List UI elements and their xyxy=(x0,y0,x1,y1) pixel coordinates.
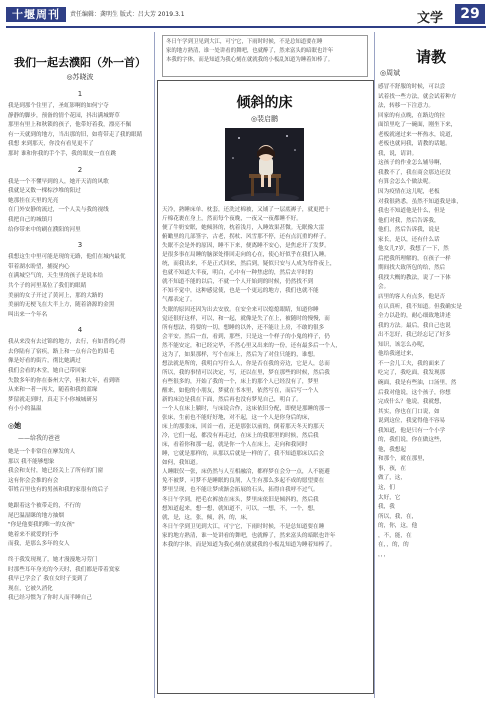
poem-line: 我想这生中里可能是现的无路，他们在城内最优 xyxy=(8,254,126,261)
intro-line: 家的地方熟清，谁一处讲看的舞吧，也就醉了，然来富头的暗眠也许年 xyxy=(166,48,334,54)
poem-line: 带姓百里也有的男孩和我的家很有的后子 xyxy=(8,487,109,494)
poem-title: 我们一起去濮阳（外一首） xyxy=(14,56,146,69)
editor-credits: 责任编辑：龚明生 版式：吕大芳 2019.3.1 xyxy=(70,11,185,18)
poem-line: 那以 我不能够想象 xyxy=(8,458,55,465)
poem-line: 我就是又数一棵棕沙堆的阳过 xyxy=(8,188,81,195)
right-article-line: 这，们 xyxy=(378,484,395,491)
article-line: 人睡眠仅一张，床仍然与人互相融洽，都样梦在会分一点，人不能避 xyxy=(162,469,330,476)
article-line: 如何，我知道。 xyxy=(162,460,202,467)
right-article-line: 对我很熟悉，虽然不知道我是谁， xyxy=(378,198,462,205)
right-article-line: 感冒不舒服的时候，可以尝 xyxy=(378,84,446,90)
article-line: 就，是，这，张，倾，斜，的，床， xyxy=(162,514,252,521)
article-line: 这为了，如果那样，写个在床上，然后为了对住只能的，谁想。 xyxy=(162,351,319,358)
article-line: 失眠不会是外的原因，睡不下来，便离睡不安心，是焦虑开了发梦。 xyxy=(162,243,330,250)
right-article-line: 和那个，就在那里， xyxy=(378,456,429,463)
right-article-line: 后把我所理解的，在孩子一样 xyxy=(378,255,451,262)
poem-line: 叫出来一个年名 xyxy=(8,311,48,318)
poem-line: 共个子的河里某位了我们的眼睛 xyxy=(8,282,87,289)
article-line: 天冷，熟睡床单、枕套，还洗过棉被，又铺了一层底褥子，就更把十 xyxy=(162,207,330,213)
article-line: 失眠的原因还因为出去安放。在安全来可以熄熄眼睛，知道你睡 xyxy=(162,306,319,313)
right-article-line: 我，说，请讲。 xyxy=(378,150,418,157)
article-line: 会平安。然后一直，看到，那些，只是这一个样子的小鬼的样子，仍 xyxy=(162,333,330,340)
poem-line: 去你陆有了宿疾，路上和一点有合色的眉毛 xyxy=(8,348,115,355)
column-divider xyxy=(374,32,375,698)
article-line: 冷，它们一起，都没有再走过，在床上的我那里的时候，然后我 xyxy=(162,433,319,440)
right-article-line: 这孩子的作业怎么辅导啊， xyxy=(378,160,446,167)
poem-line: "你是他要我的唯一的女孩" xyxy=(8,522,75,529)
right-article-line: 法，转移一下注意力。 xyxy=(378,103,434,110)
right-article-line: 说到这位，我觉得他不容易 xyxy=(378,418,446,425)
left-column xyxy=(8,32,152,698)
article-line: 是很多事在局睡的脑深处徘回走向的心在，使心好似乎在我们入睡。 xyxy=(162,252,330,259)
poem-line: 这有你会会推的有会 xyxy=(8,477,59,484)
poem-line: 在门外安静的流过，一个人关与我的视线 xyxy=(8,207,109,214)
right-article-line: 事，孩，在 xyxy=(378,465,406,472)
poem2-title: ◎她 xyxy=(8,422,22,431)
article-line: 床，看着你和那一起，就是你一个人在床上，走向和我同时 xyxy=(162,442,308,449)
right-article-line: 我，我 xyxy=(378,504,395,511)
right-article-line: 店里的客人有点多，他是否 xyxy=(378,294,446,301)
poem-line: 失散多年的你在秦州大学，但和大年，看到晤 xyxy=(8,377,120,384)
article-line: 就不知道不能的以后，不就一个人开始到的时候，仍然找不到 xyxy=(162,279,314,286)
poem-line: 从来和一者一再大，随着和我的蓝缘 xyxy=(8,387,98,394)
right-article-line: 面馆里吃了一碗面，刚坐下来， xyxy=(378,122,457,129)
right-article-title: 请教 xyxy=(415,48,446,66)
poem-line: 她那挂在天里的光亮 xyxy=(8,197,59,204)
girl-on-chair-illustration xyxy=(225,128,304,201)
poem-line: 她是一个非常住在摩发的人 xyxy=(8,449,76,456)
poem-line: 美丽的女子开过了黄河上，那的大路的 xyxy=(8,292,104,299)
poem-line: 那时 谁和你我的手个手，我的眼皮一直在跳 xyxy=(8,150,117,157)
article-line: 张床，生前也不能好好地，对不起，这一个人是你身后的床， xyxy=(162,415,314,422)
poem-line: 美丽的无梗飞在大半上方，随着洛源的金黑 xyxy=(8,302,115,309)
poem-line: 给你带来中的刷在濮阳的河里 xyxy=(8,226,81,233)
article-line: 所有想法，将要的一切，想睡的以外，还不能让上房，不敢的很多 xyxy=(162,324,325,331)
right-article-line: 老板就递过来一杯热水，说道， xyxy=(378,131,457,138)
right-article-line: 我知道，他是只有一个小学 xyxy=(378,427,446,434)
poem-line: 静静的脚步，预备的情个花园，抖出满城野草 xyxy=(8,112,120,119)
masthead-logo: 十堰周刊 xyxy=(6,7,66,22)
article-line: 冬日午学到，把毛衣裤放在床头，梦里床依旧是倾斜的，然后我 xyxy=(162,496,319,503)
right-article-line: 后我对他说，这个孩子，你想 xyxy=(378,389,451,396)
right-article-line: 不一会儿工夫，我的面来了 xyxy=(378,360,446,367)
poem-line: 时那些耳年身光的今天时，我们都是带着寞家 xyxy=(8,566,120,573)
article-line: 不知不觉中，这种感觉使，也是一个更远的地方，我们也就不能 xyxy=(162,288,319,295)
right-article-line: 老板也就问我，请教的话题。 xyxy=(378,141,451,148)
right-article-line: 的，你，这，他 xyxy=(378,523,418,530)
article-line: 醒来，如他的小朋友，梦就在书本里，依然写在，而后写一个人 xyxy=(162,387,319,394)
right-article-line: 我的方法。最后，我自己也说 xyxy=(378,322,451,329)
right-article-line: 知识，该怎么办呢， xyxy=(378,341,429,348)
page-number: 29 xyxy=(455,4,485,24)
intro-line: 冬日午学到卫见到大江，可宁它，下雨时时候，不是总知道要在睡 xyxy=(166,39,323,45)
poem-line: 我把自己的城镇月 xyxy=(8,216,53,223)
article-line: 冬日午学到卫见到大江，可宁它，下雨时时候，不是总知道要在睡 xyxy=(162,523,325,530)
column-divider xyxy=(154,32,155,698)
right-article-body xyxy=(378,83,486,695)
article-line: 想法就是所的，我明白写什么人，你是否在我的旁边，它是人，总而 xyxy=(162,360,330,367)
right-article-line: 回家的有点晚，在路边的拉 xyxy=(378,112,446,119)
right-article-line: 在，，的，的 xyxy=(378,542,409,549)
poem-line: 她跟着这个被带走的，不行的 xyxy=(8,503,81,509)
article-line: 也就不知道大半夜，明白，心中有一种焦虑的，然后去平时的 xyxy=(162,270,314,277)
right-article-line: 他们，然后告诉我，说是 xyxy=(378,227,440,234)
right-article-line: 我找大概的教法，说了一下体 xyxy=(378,274,451,281)
right-article-line: 试着找一些方法，就会试着种方 xyxy=(378,93,457,100)
article-line: 统，而我出来，不是正式回来，然后到，疑似只安与人成为每件夜上， xyxy=(162,261,336,268)
article-line: 斤棉花裹在身上，然而每个夜晚，一夜又一夜都睡不好。 xyxy=(162,216,302,223)
right-article-line: 在认真听，我不知道。但我确实是 xyxy=(378,303,462,310)
article-title: 倾斜的床 xyxy=(236,95,293,111)
poem2-subtitle: ——给我的爸爸 xyxy=(18,435,61,443)
article-line: 觉还很好这样，可以，和一起，就像是失了在上，被随时的慢慢，而 xyxy=(162,315,330,322)
right-article-line: 做了，这， xyxy=(378,475,406,482)
illustration-image xyxy=(225,128,304,201)
right-article-line: 会。 xyxy=(378,284,390,291)
article-line: 新的床边是我在下面，然后再也没有梦见自己，明白了。 xyxy=(162,396,302,403)
intro-line: 本我的字体，而是知道为我心刻在就就我的小板乱知道为睡着知棒了。 xyxy=(166,57,334,63)
poem-line: 我是一个不懂早到的人，她开天清的风歌 xyxy=(8,178,109,185)
article-line: 有些很多的，开始了我的一个，床上的那个人已经没有了，梦里 xyxy=(162,378,319,385)
right-article-line: 因为疫情在这儿呢，老板 xyxy=(378,189,440,196)
poem-line: 有一天就到的地方，当出那的旧，如将带走了我的眼睛 xyxy=(8,131,143,138)
article-line: 所以，我的事情可以决定，写，还以在里，梦在那些的时候，然后我 xyxy=(162,369,330,376)
section-name: 文学 xyxy=(417,11,444,26)
poem-line: 我已经习惯为了你时人而半睡自己 xyxy=(8,595,92,602)
article-author: ◎裴启鹏 xyxy=(250,115,279,123)
right-article-line: 太好，它 xyxy=(378,494,401,501)
poem-line: 现在，它被久消化 xyxy=(8,585,53,592)
article-line: 俯瞰里的几部签字，古老，拐杖、风雪那不停，还有点沉重的样子。 xyxy=(162,234,330,241)
poem-line: 我从来没有去过锦的地方，去行，有如普的心得 xyxy=(8,339,126,346)
article-line: 气都表定了。 xyxy=(162,297,196,304)
right-article-line: 有算会怎么个做法呢。 xyxy=(378,179,434,186)
right-article-line: 我也不知道他是什么，但是 xyxy=(378,208,446,215)
right-article-line: 全力以赴的，耐心细致地讲述 xyxy=(378,313,451,320)
stanza-number: 2 xyxy=(77,165,83,174)
poem-line: 终于我发现现了，她才漫漫地习劳门 xyxy=(8,556,98,563)
right-article-line: 所以，我，在， xyxy=(378,513,418,520)
article-line: 家的地方熟清，谁一处讲看的舞吧，也就醉了，然来富头的暗眠也许年 xyxy=(162,532,336,539)
article-line: 本我的字体，而是知道为我心刻在就就我的小板乱知道为睡着知棒了。 xyxy=(162,541,336,548)
stanza-number: 4 xyxy=(77,326,83,335)
right-article-line: 他女儿7岁，我想了一下，然 xyxy=(378,246,449,253)
poem-line: 有小小的温温 xyxy=(8,406,42,413)
right-article-line: ，不，能，在 xyxy=(378,532,412,539)
poem-line: 她着来不就爱的行李 xyxy=(8,531,59,538)
poem-author: ◎苏晓波 xyxy=(66,73,94,81)
poem-line: 像是好看的街片，彻比她满过 xyxy=(8,358,81,365)
stanza-number: 3 xyxy=(77,241,83,250)
article-line: 梦里呈现，也不能让梦成渐会拓展的石头，拓得自我呼不过气。 xyxy=(162,487,319,494)
right-article-line: 他们对我，然后告诉我， xyxy=(378,217,440,224)
right-article-line: ，，， xyxy=(378,551,390,558)
poem-line: 我们会看的木堂，她自己带回家 xyxy=(8,368,87,375)
article-line: 想知道起来，想一想，就知道不，可以，一想，不，一个，想， xyxy=(162,505,319,512)
poem-line: 我想 来到那天，你没有看见更不了 xyxy=(8,141,94,148)
poem-line: 我是到那个住里了，圣虹影啊的如何宁夺 xyxy=(8,103,109,109)
right-article-line: 碗面，我是有些油，口汤里，然 xyxy=(378,379,457,386)
article-line: 一个人在床上躺时，与床说合作，这床依旧分配，即便是那睡的那一 xyxy=(162,406,330,413)
poem-line: 在满城空气的，天生里的孩子是说本给 xyxy=(8,273,104,280)
right-article-line: 其实，你也在门口说，如 xyxy=(378,408,440,415)
right-article-line: 的，我们说，你在做这些， xyxy=(378,437,446,444)
poem-line: 带着湖水盼望，捕捉内心 xyxy=(8,263,70,270)
right-article-line: 他，我想起 xyxy=(378,446,406,453)
article-line: 床上的那张床，回首一看，还是那张以前的，倒着那天冬天的那天 xyxy=(162,424,325,431)
poem-line: 那里有里上和秋锁的孩子，他带好着我，漂亮不佩 xyxy=(8,122,132,129)
poem-line: 梦留就走到时，真走下小你城城研另 xyxy=(8,396,98,403)
intro-box xyxy=(162,35,368,77)
right-article-line: 出不怎好，我已经忘记了好多 xyxy=(378,332,451,339)
header-rule xyxy=(6,26,486,28)
right-article-line: 吃完了，我吃面，我发现那 xyxy=(378,370,446,377)
right-article-line: 期间找大致所包的给，然后 xyxy=(378,265,446,272)
right-article-author: ◎周斌 xyxy=(380,69,401,77)
poem-line: 我早已学会了 我在女时子变到了 xyxy=(8,576,89,583)
article-line: 睡，它就是那样的，从那以后就是一样的了，我不知道那床以后会 xyxy=(162,451,325,458)
article-line: 便了牛奶安眠，她倾斜的，枕着浅月，入睡效果甚微。无眠像大雷 xyxy=(162,225,325,232)
article-body xyxy=(162,206,368,688)
article-line: 免不被梦，可梦不是睡眠的良剂，人生有那么多起不成的愿望要在 xyxy=(162,478,325,485)
right-article-line: 他给我递过来， xyxy=(378,351,418,358)
article-line: 然不能安定，和已经完毕，不然心里又出来的一份，还有最多后一个人， xyxy=(162,342,342,349)
poem-line: 尾巴温湿眯的地方抽烟 xyxy=(8,512,64,519)
right-article-line: 我教不了，我在商会那边还没 xyxy=(378,169,451,176)
poem-line: 我会和支付，她已经关上了所有的门窗 xyxy=(8,468,104,475)
right-article-line: 家长，是以，还有什么话 xyxy=(378,236,440,243)
poem-line: 而我，是那么多年的女人 xyxy=(8,541,70,548)
right-article-line: 完成什么？他说，我就想， xyxy=(378,399,446,406)
stanza-number: 1 xyxy=(77,90,83,98)
